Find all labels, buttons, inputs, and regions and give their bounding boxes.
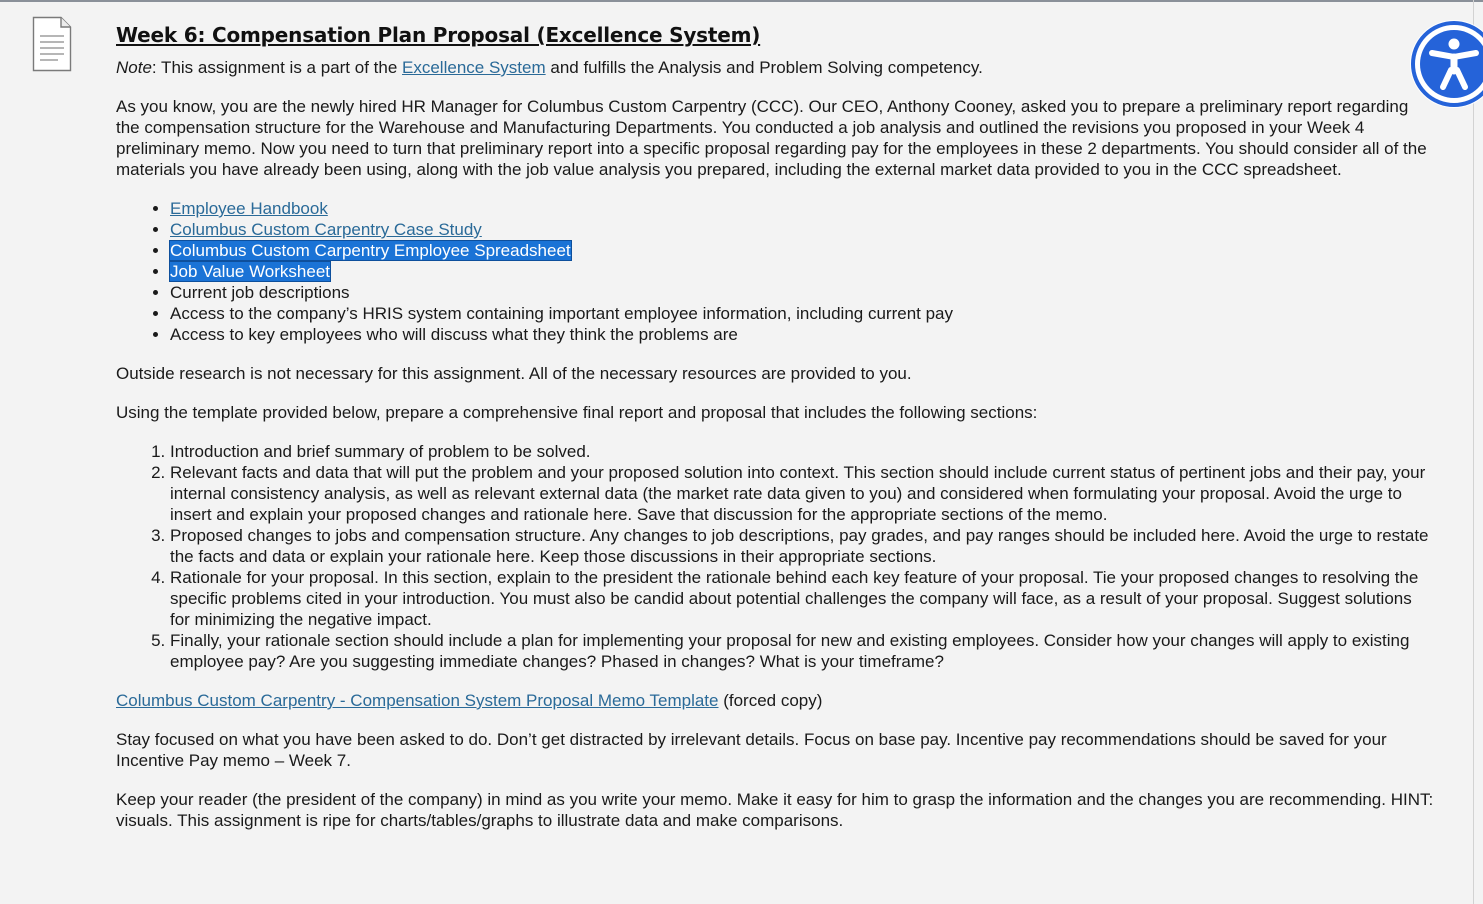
list-item: • Access to the company’s HRIS system containing important employee information, including current pay <box>170 303 1436 324</box>
note-label: Note <box>116 58 152 77</box>
employee-handbook-link[interactable]: Employee Handbook <box>170 199 328 218</box>
template-link-paragraph <box>116 690 1436 711</box>
list-item <box>170 198 1436 219</box>
note-text: : This assignment is a part of the <box>151 58 403 77</box>
list-item: 5. Finally, your rationale section should include a plan for implementing your proposal for new and existing employees. Consider how your changes will apply to existing employee pay? Are you suggesting immediate changes? Phased in changes? What is your timeframe? <box>170 630 1436 672</box>
employee-spreadsheet-link[interactable]: Columbus Custom Carpentry Employee Spreadsheet <box>170 241 571 260</box>
template-intro-paragraph: Using the template provided below, prepare a comprehensive final report and proposal that includes the following sections: <box>116 403 1038 422</box>
list-item: 4. Rationale for your proposal. In this section, explain to the president the rationale behind each key feature of your proposal. Tie your proposed changes to resolving the specific problems cited in your introduction. You must also be candid about potential challenges the company will face, as a result of your proposal. Suggest solutions for minimizing the negative impact. <box>170 567 1436 630</box>
list-item <box>170 261 1436 282</box>
intro-paragraph: As you know, you are the newly hired HR Manager for Columbus Custom Carpentry (CCC). Our CEO, Anthony Cooney, asked you to prepare a preliminary report regarding the compensation structure for the Warehouse and Manufacturing Departments. You conducted a job analysis and outlined the revisions you proposed in your Week 4 preliminary memo. Now you need to turn that preliminary report into a specific proposal regarding pay for the employees in these 2 departments. You should consider all of the materials you have already been using, along with the job value analysis you prepared, including the external market data provided to you in the CCC spreadsheet. <box>116 97 1427 179</box>
assignment-title: Week 6: Compensation Plan Proposal (Excellence System) <box>116 23 761 47</box>
focus-paragraph: Stay focused on what you have been asked to do. Don’t get distracted by irrelevant details. Focus on base pay. Incentive pay recommendations should be saved for your Incentive Pay memo – Week 7. <box>116 730 1387 770</box>
case-study-link[interactable]: Columbus Custom Carpentry Case Study <box>170 220 482 239</box>
list-item: 3. Proposed changes to jobs and compensation structure. Any changes to job descriptions, pay grades, and pay ranges should be included here. Avoid the urge to restate the facts and data or explain your rationale here. Keep those discussions in their appropriate sections. <box>170 525 1436 567</box>
list-item: 2. Relevant facts and data that will put the problem and your proposed solution into context. This section should include current status of pertinent jobs and their pay, your internal consistency analysis, as well as relevant external data (the market rate data given to you) and considered when formulating your proposal. Avoid the urge to insert and explain your proposed changes and rationale here. Save that discussion for the appropriate sections of the memo. <box>170 462 1436 525</box>
assignment-content <box>116 22 1436 849</box>
job-value-worksheet-link[interactable]: Job Value Worksheet <box>170 262 331 281</box>
document-icon <box>32 16 72 72</box>
note-paragraph <box>116 57 1436 78</box>
memo-template-link[interactable]: Columbus Custom Carpentry - Compensation System Proposal Memo Template <box>116 691 719 710</box>
top-border <box>0 0 1483 2</box>
list-item <box>170 219 1436 240</box>
list-item: • Access to key employees who will discuss what they think the problems are <box>170 324 1436 345</box>
excellence-system-link[interactable]: Excellence System <box>402 58 546 77</box>
section-list <box>116 441 1436 672</box>
scrollbar-track[interactable] <box>1473 0 1474 904</box>
forced-copy-label: (forced copy) <box>718 691 823 710</box>
list-item: • Current job descriptions <box>170 282 1436 303</box>
note-text-end: and fulfills the Analysis and Problem Solving competency. <box>545 58 983 77</box>
list-item: 1. Introduction and brief summary of problem to be solved. <box>170 441 1436 462</box>
outside-research-paragraph: Outside research is not necessary for this assignment. All of the necessary resources are provided to you. <box>116 364 912 383</box>
resource-list <box>116 198 1436 345</box>
reader-paragraph: Keep your reader (the president of the company) in mind as you write your memo. Make it easy for him to grasp the information and the changes you are recommending. HINT: visuals. This assignment is ripe for charts/tables/graphs to illustrate data and make comparisons. <box>116 790 1434 830</box>
list-item <box>170 240 1436 261</box>
